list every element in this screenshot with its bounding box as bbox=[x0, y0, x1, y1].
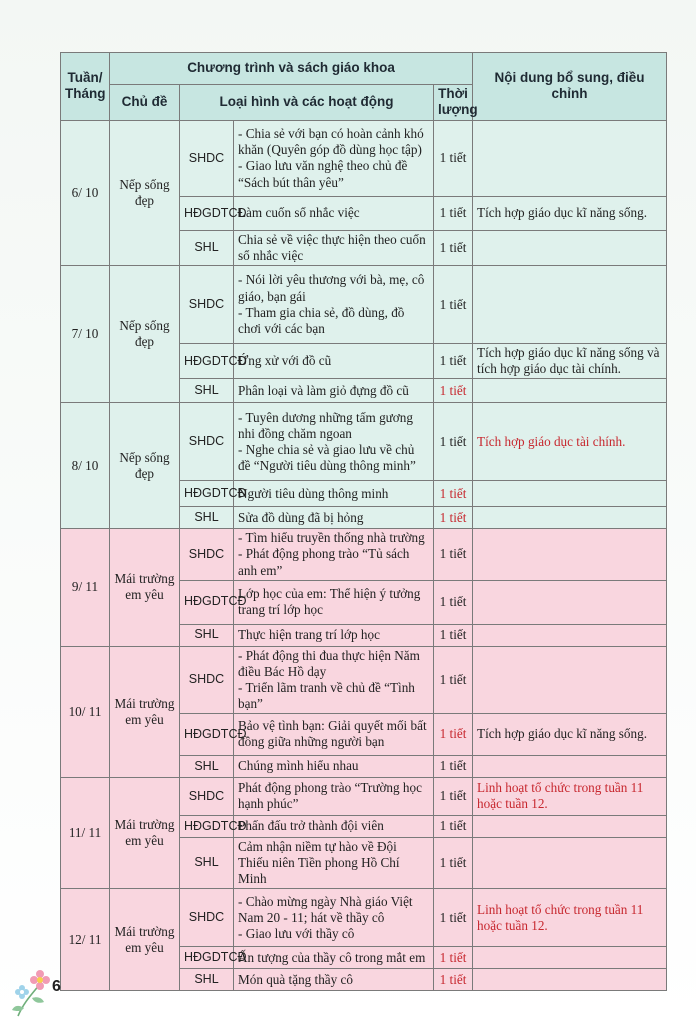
duration-cell: 1 tiết bbox=[434, 379, 473, 403]
activity-line: Cảm nhận niềm tự hào về Đội Thiếu niên Tiền phong Hồ Chí Minh bbox=[238, 838, 400, 887]
activity-type-cell: HĐGDTCĐ bbox=[180, 196, 234, 230]
activity-line: - Phát động thi đua thực hiện Năm điều Bác Hồ dạy bbox=[238, 647, 420, 679]
week-cell: 9/ 11 bbox=[61, 529, 110, 646]
duration-cell: 1 tiết bbox=[434, 815, 473, 837]
activity-line: - Tham gia chia sẻ, đồ dùng, đồ chơi với các bạn bbox=[238, 304, 405, 336]
note-cell bbox=[473, 969, 667, 991]
week-cell: 6/ 10 bbox=[61, 120, 110, 265]
note-cell bbox=[473, 815, 667, 837]
week-group bbox=[61, 646, 667, 777]
duration-cell: 1 tiết bbox=[434, 889, 473, 947]
topic-cell: Mái trường em yêu bbox=[110, 646, 180, 777]
activity-type-cell: HĐGDTCĐ bbox=[180, 481, 234, 507]
note-cell bbox=[473, 266, 667, 344]
note-cell bbox=[473, 646, 667, 713]
activity-line: - Giao lưu văn nghệ theo chủ đề “Sách bút thân yêu” bbox=[238, 158, 408, 190]
week-cell: 10/ 11 bbox=[61, 646, 110, 777]
activity-cell bbox=[234, 889, 434, 947]
activity-type-cell: SHDC bbox=[180, 646, 234, 713]
activity-line: Phát động phong trào “Trường học hạnh phúc” bbox=[238, 780, 422, 812]
topic-cell: Mái trường em yêu bbox=[110, 889, 180, 991]
week-group bbox=[61, 266, 667, 403]
activity-type-cell: SHL bbox=[180, 969, 234, 991]
note-cell: Tích hợp giáo dục kĩ năng sống và tích hợp giáo dục tài chính. bbox=[473, 344, 667, 379]
table-row bbox=[61, 266, 667, 344]
activity-line: Chúng mình hiểu nhau bbox=[238, 758, 359, 774]
duration-cell: 1 tiết bbox=[434, 120, 473, 196]
duration-cell: 1 tiết bbox=[434, 646, 473, 713]
activity-cell bbox=[234, 969, 434, 991]
page-number: 6 bbox=[52, 978, 61, 995]
activity-type-cell: SHL bbox=[180, 379, 234, 403]
activity-line: Người tiêu dùng thông minh bbox=[238, 485, 389, 501]
week-group bbox=[61, 403, 667, 529]
activity-cell bbox=[234, 580, 434, 624]
activity-line: - Nghe chia sẻ và giao lưu về chủ đề “Người tiêu dùng thông minh” bbox=[238, 441, 416, 473]
header-time: Thời lượng bbox=[434, 85, 473, 121]
note-cell: Linh hoạt tổ chức trong tuần 11 hoặc tuần 12. bbox=[473, 889, 667, 947]
activity-type-cell: SHDC bbox=[180, 266, 234, 344]
topic-cell: Nếp sống đẹp bbox=[110, 403, 180, 529]
activity-line: Lớp học của em: Thể hiện ý tưởng trang trí lớp học bbox=[238, 586, 421, 618]
duration-cell: 1 tiết bbox=[434, 344, 473, 379]
table-row bbox=[61, 403, 667, 481]
week-group bbox=[61, 529, 667, 646]
activity-line: - Chia sẻ với bạn có hoàn cảnh khó khăn (Quyên góp đồ dùng học tập) bbox=[238, 126, 424, 158]
note-cell: Tích hợp giáo dục tài chính. bbox=[473, 403, 667, 481]
header-activity: Loại hình và các hoạt động bbox=[180, 85, 434, 121]
activity-line: - Tuyên dương những tấm gương nhi đồng chăm ngoan bbox=[238, 409, 413, 441]
activity-line: Làm cuốn sổ nhắc việc bbox=[238, 205, 360, 221]
activity-type-cell: HĐGDTCĐ bbox=[180, 947, 234, 969]
activity-type-cell: HĐGDTCĐ bbox=[180, 713, 234, 755]
duration-cell: 1 tiết bbox=[434, 969, 473, 991]
week-group bbox=[61, 777, 667, 888]
duration-cell: 1 tiết bbox=[434, 580, 473, 624]
activity-cell bbox=[234, 815, 434, 837]
flower-decoration-icon bbox=[10, 962, 54, 1018]
week-cell: 8/ 10 bbox=[61, 403, 110, 529]
activity-cell bbox=[234, 196, 434, 230]
activity-cell bbox=[234, 777, 434, 815]
week-group bbox=[61, 120, 667, 265]
activity-cell bbox=[234, 266, 434, 344]
activity-line: - Triển lãm tranh về chủ đề “Tình bạn” bbox=[238, 679, 415, 711]
activity-line: Chia sẻ về việc thực hiện theo cuốn sổ nhắc việc bbox=[238, 231, 426, 264]
note-cell: Tích hợp giáo dục kĩ năng sống. bbox=[473, 196, 667, 230]
activity-line: - Tìm hiểu truyền thống nhà trường bbox=[238, 530, 425, 546]
activity-type-cell: HĐGDTCĐ bbox=[180, 580, 234, 624]
week-group bbox=[61, 889, 667, 991]
note-cell bbox=[473, 837, 667, 888]
activity-cell bbox=[234, 230, 434, 265]
activity-type-cell: SHL bbox=[180, 837, 234, 888]
activity-line: Phân loại và làm giỏ đựng đồ cũ bbox=[238, 382, 409, 398]
activity-line: Ấn tượng của thầy cô trong mắt em bbox=[238, 949, 426, 965]
activity-type-cell: HĐGDTCĐ bbox=[180, 815, 234, 837]
activity-cell bbox=[234, 403, 434, 481]
duration-cell: 1 tiết bbox=[434, 713, 473, 755]
week-cell: 12/ 11 bbox=[61, 889, 110, 991]
activity-cell bbox=[234, 481, 434, 507]
activity-cell bbox=[234, 120, 434, 196]
activity-type-cell: HĐGDTCĐ bbox=[180, 344, 234, 379]
duration-cell: 1 tiết bbox=[434, 196, 473, 230]
activity-line: - Phát động phong trào “Tủ sách anh em” bbox=[238, 546, 410, 578]
activity-line: Phấn đấu trở thành đội viên bbox=[238, 818, 384, 834]
activity-type-cell: SHDC bbox=[180, 889, 234, 947]
header-program: Chương trình và sách giáo khoa bbox=[110, 53, 473, 85]
activity-cell bbox=[234, 837, 434, 888]
activity-cell bbox=[234, 646, 434, 713]
duration-cell: 1 tiết bbox=[434, 947, 473, 969]
activity-plan-table bbox=[60, 52, 667, 991]
note-cell bbox=[473, 230, 667, 265]
table-row bbox=[61, 646, 667, 713]
activity-type-cell: SHL bbox=[180, 230, 234, 265]
activity-type-cell: SHDC bbox=[180, 120, 234, 196]
duration-cell: 1 tiết bbox=[434, 777, 473, 815]
activity-cell bbox=[234, 755, 434, 777]
week-cell: 11/ 11 bbox=[61, 777, 110, 888]
activity-line: Bảo vệ tình bạn: Giải quyết mối bất đồng giữa những người bạn bbox=[238, 718, 427, 750]
duration-cell: 1 tiết bbox=[434, 529, 473, 580]
note-cell bbox=[473, 379, 667, 403]
activity-type-cell: SHDC bbox=[180, 403, 234, 481]
activity-line: Món quà tặng thầy cô bbox=[238, 971, 353, 987]
header-week: Tuần/ Tháng bbox=[61, 53, 110, 121]
activity-line: - Nói lời yêu thương với bà, mẹ, cô giáo, bạn gái bbox=[238, 272, 425, 304]
duration-cell: 1 tiết bbox=[434, 837, 473, 888]
note-cell: Tích hợp giáo dục kĩ năng sống. bbox=[473, 713, 667, 755]
note-cell bbox=[473, 947, 667, 969]
activity-cell bbox=[234, 529, 434, 580]
note-cell bbox=[473, 755, 667, 777]
note-cell bbox=[473, 624, 667, 646]
activity-line: Ứng xử với đồ cũ bbox=[238, 353, 332, 369]
activity-cell bbox=[234, 713, 434, 755]
topic-cell: Nếp sống đẹp bbox=[110, 266, 180, 403]
duration-cell: 1 tiết bbox=[434, 481, 473, 507]
activity-cell bbox=[234, 507, 434, 529]
topic-cell: Nếp sống đẹp bbox=[110, 120, 180, 265]
activity-line: Sửa đồ dùng đã bị hỏng bbox=[238, 509, 364, 525]
note-cell: Linh hoạt tổ chức trong tuần 11 hoặc tuần 12. bbox=[473, 777, 667, 815]
duration-cell: 1 tiết bbox=[434, 755, 473, 777]
note-cell bbox=[473, 507, 667, 529]
table-row bbox=[61, 889, 667, 947]
activity-type-cell: SHL bbox=[180, 624, 234, 646]
note-cell bbox=[473, 120, 667, 196]
table-row bbox=[61, 777, 667, 815]
activity-cell bbox=[234, 947, 434, 969]
header-topic: Chủ đề bbox=[110, 85, 180, 121]
activity-line: - Giao lưu với thầy cô bbox=[238, 925, 355, 941]
topic-cell: Mái trường em yêu bbox=[110, 777, 180, 888]
activity-line: - Chào mừng ngày Nhà giáo Việt Nam 20 - 11; hát về thầy cô bbox=[238, 893, 413, 925]
table-row bbox=[61, 529, 667, 580]
activity-type-cell: SHL bbox=[180, 507, 234, 529]
note-cell bbox=[473, 481, 667, 507]
topic-cell: Mái trường em yêu bbox=[110, 529, 180, 646]
activity-type-cell: SHDC bbox=[180, 529, 234, 580]
table-row bbox=[61, 120, 667, 196]
note-cell bbox=[473, 580, 667, 624]
duration-cell: 1 tiết bbox=[434, 403, 473, 481]
duration-cell: 1 tiết bbox=[434, 624, 473, 646]
activity-type-cell: SHDC bbox=[180, 777, 234, 815]
activity-line: Thực hiện trang trí lớp học bbox=[238, 627, 380, 643]
duration-cell: 1 tiết bbox=[434, 266, 473, 344]
duration-cell: 1 tiết bbox=[434, 507, 473, 529]
duration-cell: 1 tiết bbox=[434, 230, 473, 265]
activity-type-cell: SHL bbox=[180, 755, 234, 777]
activity-cell bbox=[234, 344, 434, 379]
activity-cell bbox=[234, 624, 434, 646]
activity-cell bbox=[234, 379, 434, 403]
note-cell bbox=[473, 529, 667, 580]
table-header bbox=[61, 53, 667, 121]
header-note: Nội dung bổ sung, điều chỉnh bbox=[473, 53, 667, 121]
week-cell: 7/ 10 bbox=[61, 266, 110, 403]
